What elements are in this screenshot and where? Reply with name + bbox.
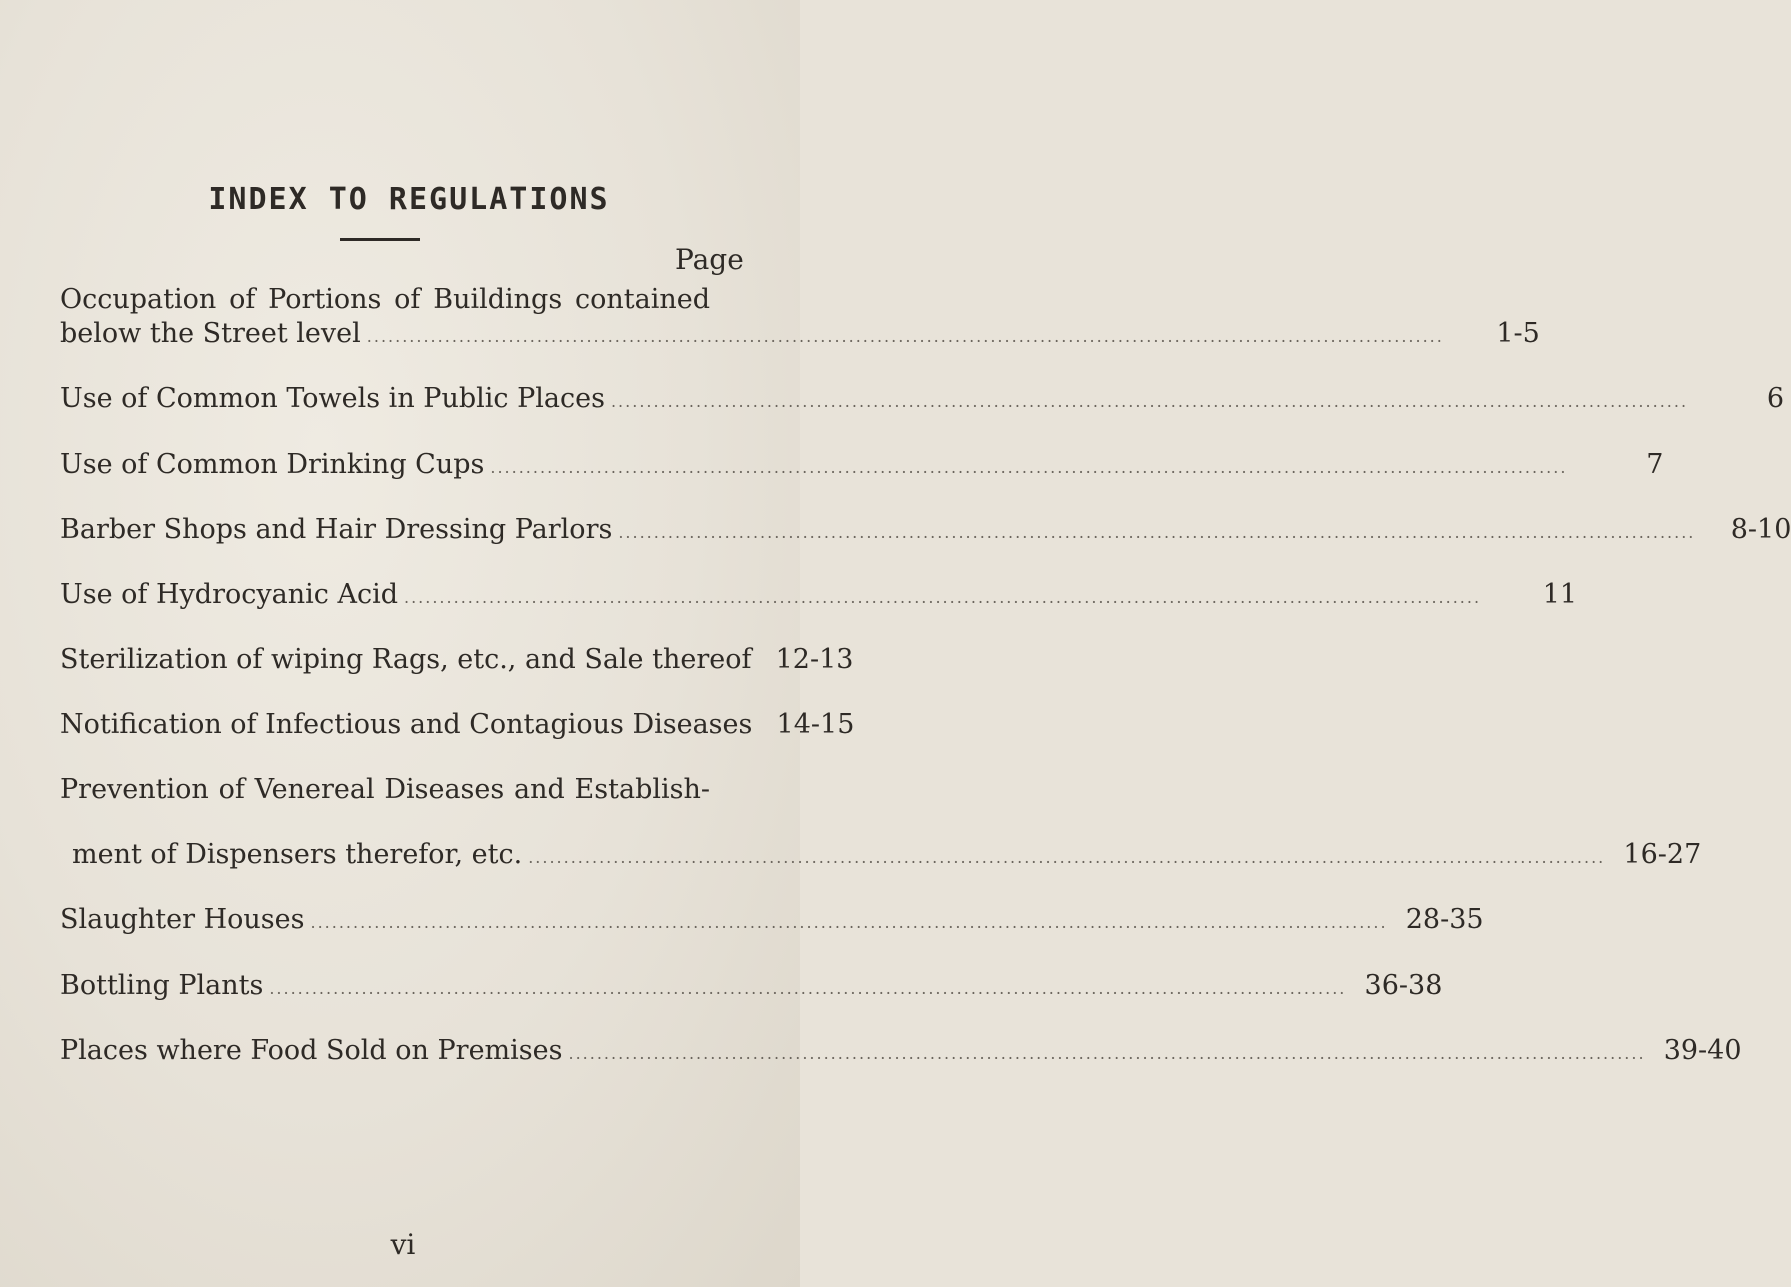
index-entry: [60, 578, 1578, 615]
entry-text: Bottling Plants: [60, 970, 264, 1001]
entry-page: 36-38: [1364, 970, 1443, 1001]
entry-page: 7: [1646, 449, 1664, 480]
entry-page: 6: [1766, 383, 1785, 414]
entry-page: 1-5: [1496, 318, 1540, 349]
page-column-header: Page: [675, 243, 744, 276]
leader-dots: [611, 385, 1688, 419]
page-title: INDEX TO REGULATIONS: [208, 182, 610, 217]
leader-dots: [490, 451, 1567, 485]
entry-page: 28-35: [1405, 904, 1484, 935]
entry-text: Use of Hydrocyanic Acid: [60, 579, 398, 610]
index-entry: [60, 283, 1540, 354]
entry-text: Use of Common Drinking Cups: [60, 449, 485, 480]
leader-dots: [404, 581, 1481, 615]
entry-text: Slaughter Houses: [60, 904, 305, 935]
leader-dots: [269, 972, 1346, 1006]
entry-page: 14-15: [776, 709, 855, 740]
entry-page: 11: [1542, 579, 1578, 610]
leader-dots: [618, 516, 1695, 550]
entry-page: 12-13: [775, 644, 854, 675]
index-entry: [60, 969, 1443, 1006]
index-entry: [60, 708, 855, 745]
index-entry: [60, 1034, 1742, 1071]
leader-dots: [568, 1037, 1645, 1071]
entry-text: Places where Food Sold on Premises: [60, 1035, 563, 1066]
entry-page: 16-27: [1623, 839, 1702, 870]
index-entry: [60, 643, 854, 680]
entry-page: 8-10: [1730, 514, 1791, 545]
index-entry: [60, 513, 1791, 550]
entry-text: Notification of Infectious and Contagious Diseases: [60, 709, 753, 740]
title-underline: [340, 238, 420, 241]
entry-text: Sterilization of wiping Rags, etc., and Sale thereof: [60, 644, 752, 675]
leader-dots: [528, 841, 1605, 875]
entry-text: Use of Common Towels in Public Places: [60, 383, 605, 414]
entry-page: 39-40: [1663, 1035, 1742, 1066]
index-entry: [60, 773, 1702, 875]
entry-text: Prevention of Venereal Diseases and Establish-: [60, 774, 710, 805]
entry-text: Occupation of Portions of Buildings contained: [60, 284, 710, 315]
leader-dots: [311, 906, 1388, 940]
index-entry: [60, 382, 1785, 419]
entry-text: Barber Shops and Hair Dressing Parlors: [60, 514, 613, 545]
entry-text-continued: below the Street level: [60, 318, 361, 349]
entry-text-continued: ment of Dispensers therefor, etc.: [72, 839, 523, 870]
leader-dots: [367, 320, 1444, 354]
footer-page-number: vi: [390, 1228, 416, 1261]
index-entry: [60, 448, 1664, 485]
index-entry: [60, 903, 1484, 940]
